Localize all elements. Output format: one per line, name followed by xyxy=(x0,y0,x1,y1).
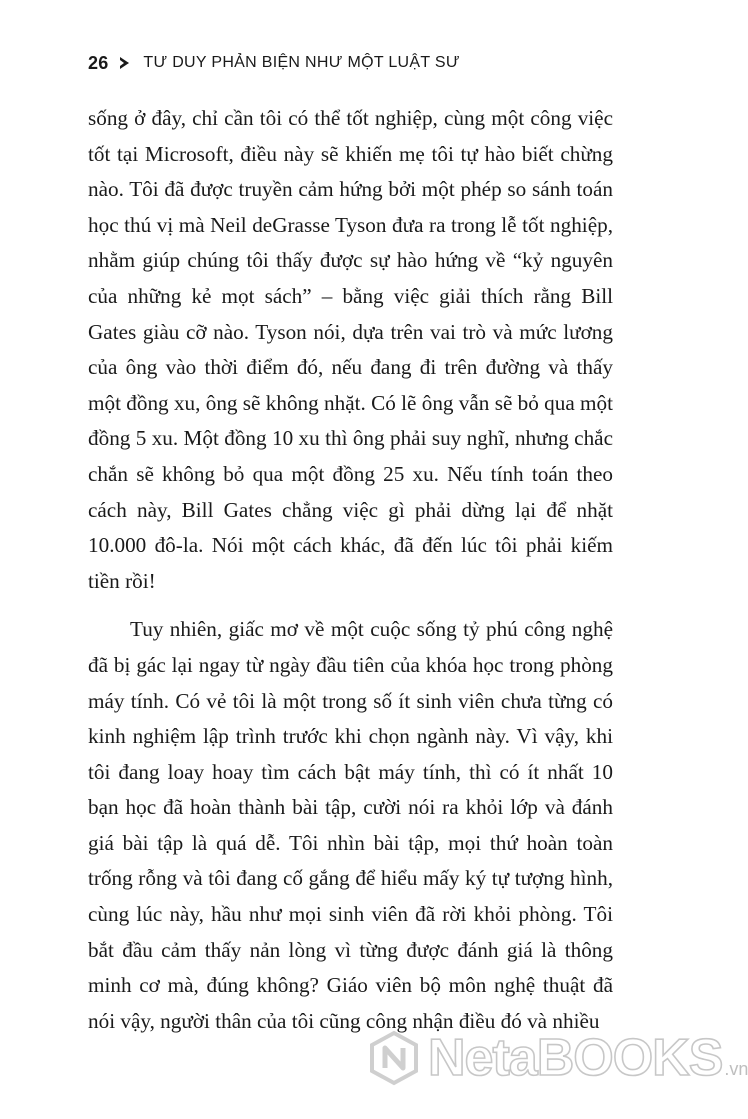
watermark-suffix: .vn xyxy=(724,1059,748,1079)
paragraph-1: sống ở đây, chỉ cần tôi có thể tốt nghiệp, cùng một công việc tốt tại Microsoft, điều này sẽ khiến mẹ tôi tự hào biết chừng nào. Tôi đã được truyền cảm hứng bởi một phép so sánh toán học thú vị mà Neil deGrasse Tyson đưa ra trong lễ tốt nghiệp, nhằm giúp chúng tôi thấy được sự hào hứng về “kỷ nguyên của những kẻ mọt sách” – bằng việc giải thích rằng Bill Gates giàu cỡ nào. Tyson nói, dựa trên vai trò và mức lương của ông vào thời điểm đó, nếu đang đi trên đường và thấy một đồng xu, ông sẽ không nhặt. Có lẽ ông vẫn sẽ bỏ qua một đồng 5 xu. Một đồng 10 xu thì ông phải suy nghĩ, nhưng chắc chắn sẽ không bỏ qua một đồng 25 xu. Nếu tính toán theo cách này, Bill Gates chẳng việc gì phải dừng lại để nhặt 10.000 đô-la. Nói một cách khác, đã đến lúc tôi phải kiếm tiền rồi! xyxy=(88,106,613,593)
chevron-right-icon xyxy=(120,57,129,69)
watermark-text: NetaBOOKS xyxy=(428,1029,723,1087)
netabooks-logo-icon xyxy=(366,1030,422,1086)
book-title: TƯ DUY PHẢN BIỆN NHƯ MỘT LUẬT SƯ xyxy=(143,54,460,71)
running-header xyxy=(88,48,460,78)
page-number: 26 xyxy=(88,52,109,73)
page-body xyxy=(88,101,613,1039)
paragraph-2: Tuy nhiên, giấc mơ về một cuộc sống tỷ phú công nghệ đã bị gác lại ngay từ ngày đầu tiên của khóa học trong phòng máy tính. Có vẻ tôi là một trong số ít sinh viên chưa từng có kinh nghiệm lập trình trước khi chọn ngành này. Vì vậy, khi tôi đang loay hoay tìm cách bật máy tính, thì có ít nhất 10 bạn học đã hoàn thành bài tập, cười nói ra khỏi lớp và đánh giá bài tập là quá dễ. Tôi nhìn bài tập, mọi thứ hoàn toàn trống rỗng và tôi đang cố gắng để hiểu mấy ký tự tượng hình, cùng lúc này, hầu như mọi sinh viên đã rời khỏi phòng. Tôi bắt đầu cảm thấy nản lòng vì từng được đánh giá là thông minh cơ mà, đúng không? Giáo viên bộ môn nghệ thuật đã nói vậy, người thân của tôi cũng công nhận điều đó và nhiều xyxy=(88,617,613,1033)
watermark xyxy=(366,1030,748,1086)
